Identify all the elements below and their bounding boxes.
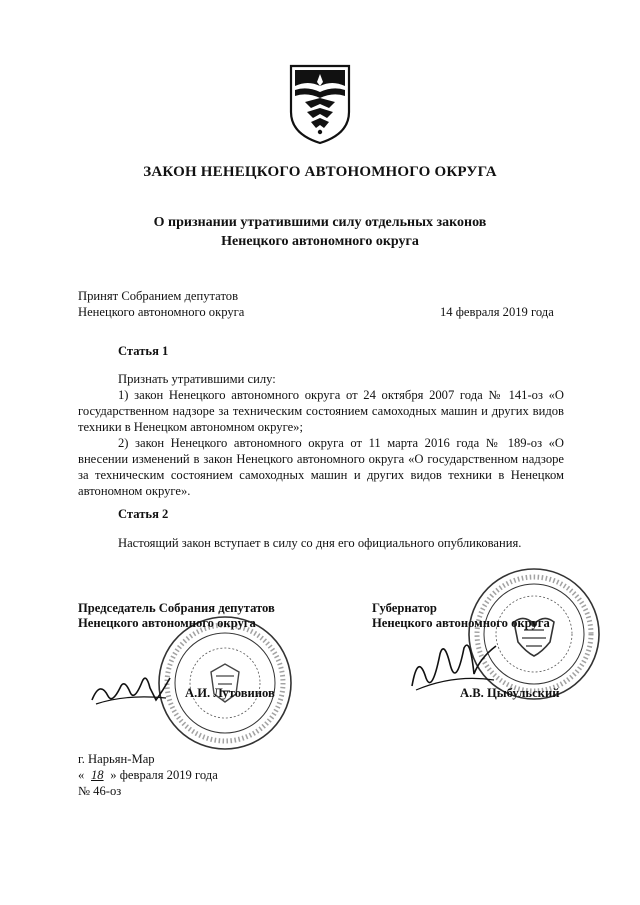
article1-item1: 1) закон Ненецкого автономного округа от 24 октября 2007 года № 141-оз «О государственном надзоре за техническим состоянием самоходных машин и других видов техники в Ненецком автономном округе»;	[78, 388, 564, 434]
footer-number: № 46-оз	[78, 784, 122, 798]
right-signatory-title	[372, 601, 550, 631]
left-signatory-name: А.И. Лутовинов	[185, 686, 275, 700]
article2-text: Настоящий закон вступает в силу со дня его официального опубликования.	[118, 536, 522, 550]
adoption-line: Принят Собранием депутатов	[78, 289, 239, 303]
left-signatory-title	[78, 601, 275, 631]
date-rest: » февраля 2019 года	[110, 768, 218, 782]
document-subtitle	[0, 213, 640, 251]
footer	[78, 751, 218, 799]
document-title: ЗАКОН НЕНЕЦКОГО АВТОНОМНОГО ОКРУГА	[143, 164, 497, 180]
footer-city: г. Нарьян-Мар	[78, 752, 155, 766]
signature-icon	[86, 664, 176, 712]
signatory-title-line: Председатель Собрания депутатов	[78, 601, 275, 615]
seal-stamp-icon	[156, 614, 294, 752]
adoption-text	[78, 288, 244, 320]
footer-date	[78, 767, 218, 783]
signatory-title-line: Ненецкого автономного округа	[78, 616, 256, 630]
signatory-title-line: Ненецкого автономного округа	[372, 616, 550, 630]
adoption-date: 14 февраля 2019 года	[440, 305, 554, 319]
article2-heading: Статья 2	[118, 507, 169, 521]
article1-heading: Статья 1	[118, 344, 169, 358]
right-signatory-name: А.В. Цыбульский	[460, 686, 560, 700]
subtitle-line: О признании утратившими силу отдельных законов	[153, 215, 487, 230]
subtitle-line: Ненецкого автономного округа	[221, 234, 419, 249]
article1-item2: 2) закон Ненецкого автономного округа от 11 марта 2016 года № 189-оз «О внесении изменений в закон Ненецкого автономного округа «О государственном надзоре за техническим состоянием самоходных машин и других видов техники в Ненецком автономном округе».	[78, 436, 564, 498]
date-quote-open: «	[78, 768, 85, 782]
coat-of-arms-icon	[287, 62, 353, 146]
article1-intro: Признать утратившими силу:	[118, 372, 276, 386]
signatory-title-line: Губернатор	[372, 601, 437, 615]
adoption-line: Ненецкого автономного округа	[78, 305, 245, 319]
footer-day: 18	[91, 768, 104, 782]
